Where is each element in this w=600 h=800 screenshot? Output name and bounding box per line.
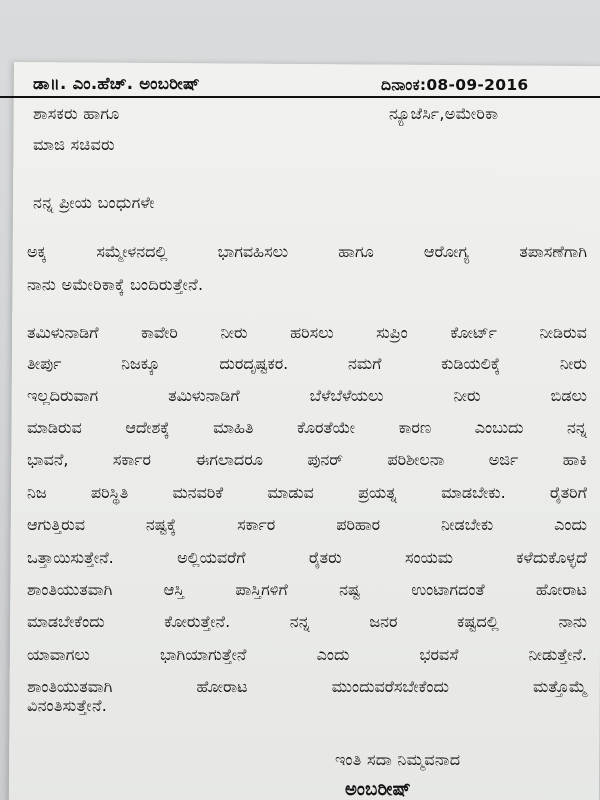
word: ಆರೋಗ್ಯ — [423, 242, 470, 261]
word: ತಪಾಸಣೆಗಾಗಿ — [519, 242, 587, 261]
word: ನನ್ನ — [567, 418, 587, 437]
word: ನನ್ನ — [289, 612, 310, 631]
word: ತೀರ್ಪು — [27, 354, 62, 373]
word: ಆಸ್ತಿ — [163, 580, 185, 599]
word: ಮನವರಿಕೆ — [172, 483, 224, 502]
word: ಹಾಗೂ — [338, 242, 374, 261]
word: ನೀರು — [220, 323, 248, 342]
signature: ಅಂಬರೀಷ್ — [345, 779, 411, 800]
word: ಹರಿಸಲು — [290, 323, 334, 342]
word: ಕೊರತೆಯೇ — [297, 418, 356, 437]
word: ಸಮ್ಮೇಳನದಲ್ಲಿ — [96, 242, 168, 261]
paragraph2-line — [27, 677, 587, 697]
word: ಪುನರ್ — [307, 450, 343, 469]
word: ನಿಜಕ್ಕೂ — [121, 354, 160, 373]
word: ತಮಿಳುನಾಡಿಗೆ — [168, 386, 240, 405]
word: ಹೋರಾಟ — [535, 580, 587, 599]
word: ಇಲ್ಲದಿರುವಾಗ — [27, 386, 99, 405]
closing: ಇಂತಿ ಸದಾ ನಿಮ್ಮವನಾದ — [335, 750, 461, 769]
word: ಕಾರಣ — [398, 418, 432, 437]
word: ಶಾಂತಿಯುತವಾಗಿ — [27, 580, 113, 599]
word: ತಮಿಳುನಾಡಿಗೆ — [27, 323, 99, 342]
word: ಸಂಯಮ — [405, 548, 453, 567]
word: ಅಕ್ಕ — [27, 242, 47, 261]
paragraph2-line — [27, 645, 587, 665]
word: ಪಾಸ್ತಿಗಳಿಗೆ — [235, 580, 288, 599]
word: ಮಾಡಬೇಕೆಂದು — [27, 612, 105, 631]
word: ರೈತರಿಗೆ — [549, 483, 587, 502]
word: ಮತ್ತೊಮ್ಮೆ — [533, 677, 587, 696]
word: ಮಾಡಿರುವ — [27, 418, 82, 437]
paragraph1-last-line: ನಾನು ಅಮೇರಿಕಾಕ್ಕೆ ಬಂದಿರುತ್ತೇನೆ. — [27, 275, 204, 294]
paragraph2-line — [27, 580, 587, 600]
paragraph2-line — [27, 323, 587, 343]
sender-place: ನ್ಯೂಜೆರ್ಸಿ,ಅಮೇರಿಕಾ — [389, 104, 499, 123]
word: ನೀಡಬೇಕು — [441, 515, 494, 534]
word: ಕುಡಿಯಲಿಕ್ಕೆ — [441, 354, 501, 373]
word: ಬೆಳೆಬೆಳೆಯಲು — [309, 386, 384, 405]
sender-name: ಡಾ॥. ಎಂ.ಹೆಚ್. ಅಂಬರೀಷ್ — [33, 74, 200, 93]
word: ಸರ್ಕಾರ — [112, 450, 151, 469]
word: ಎಂಬುದು — [474, 418, 524, 437]
paragraph2-line — [27, 386, 587, 406]
word: ಈಗಲಾದರೂ — [195, 450, 263, 469]
word: ನಿಜ — [27, 483, 47, 502]
word: ಮುಂದುವರೆಸಬೇಕೆಂದು — [331, 677, 449, 696]
word: ಅರ್ಜಿ — [488, 450, 519, 469]
salutation: ನನ್ನ ಪ್ರೀಯ ಬಂಧುಗಳೇ — [33, 193, 155, 212]
paragraph2-line — [27, 354, 587, 374]
word: ಭಾಗವಹಿಸಲು — [217, 242, 289, 261]
header-rule — [0, 96, 600, 98]
word: ಜನರ — [369, 612, 398, 631]
word: ಕಷ್ಟದಲ್ಲಿ — [457, 612, 499, 631]
word: ನೀಡುತ್ತೇನೆ. — [528, 645, 587, 664]
word: ಭಾವನೆ, — [27, 450, 69, 469]
word: ನಾನು — [558, 612, 587, 631]
word: ನಷ್ಟ — [339, 580, 361, 599]
word: ಮಾಡುವ — [267, 483, 314, 502]
word: ಕೋರುತ್ತೇನೆ. — [164, 612, 231, 631]
word: ಸುಪ್ರಿಂ — [376, 323, 408, 342]
word: ಕೋರ್ಟ್ — [450, 323, 497, 342]
word: ಭಾಗಿಯಾಗುತ್ತೇನೆ — [159, 645, 247, 664]
word: ನಷ್ಟಕ್ಕೆ — [145, 515, 177, 534]
sender-title-line1: ಶಾಸಕರು ಹಾಗೂ — [33, 104, 120, 123]
paragraph2-line — [27, 548, 587, 568]
paragraph1-line — [27, 242, 587, 262]
sender-title-line2: ಮಾಜಿ ಸಚಿವರು — [33, 135, 115, 154]
word: ಒತ್ತಾಯಿಸುತ್ತೇನೆ. — [27, 548, 114, 567]
word: ಸರ್ಕಾರ — [237, 515, 276, 534]
word: ಪ್ರಯತ್ನ — [358, 483, 397, 502]
word: ನೀರು — [453, 386, 481, 405]
word: ನೀಡಿರುವ — [539, 323, 587, 342]
paragraph2-line — [27, 612, 587, 632]
word: ಯಾವಾಗಲು — [27, 645, 90, 664]
word: ಮಾಡಬೇಕು. — [441, 483, 506, 502]
word: ಕಳೆದುಕೊಳ್ಳದೆ — [516, 548, 587, 567]
word: ಅಲ್ಲಿಯವರೆಗೆ — [177, 548, 246, 567]
word: ಪರಿಸ್ಥಿತಿ — [90, 483, 129, 502]
word: ರೈತರು — [308, 548, 342, 567]
word: ಆಗುತ್ತಿರುವ — [27, 515, 85, 534]
word: ಎಂದು — [316, 645, 350, 664]
word: ಬಿಡಲು — [550, 386, 587, 405]
word: ಹಾಕಿ — [562, 450, 587, 469]
word: ಕಾವೇರಿ — [141, 323, 178, 342]
paragraph2-line — [27, 515, 587, 535]
paragraph2-line — [27, 450, 587, 470]
word: ಎಂದು — [554, 515, 587, 534]
word: ಆದೇಶಕ್ಕೆ — [125, 418, 170, 437]
word: ಮಾಹಿತಿ — [213, 418, 254, 437]
word: ಪರಿಹಾರ — [336, 515, 381, 534]
paragraph2-line — [27, 418, 587, 438]
word: ಹೋರಾಟ — [196, 677, 248, 696]
paragraph2-line — [27, 483, 587, 503]
word: ಪರಿಶೀಲನಾ — [387, 450, 445, 469]
word: ದುರದೃಷ್ಟಕರ. — [219, 354, 289, 373]
word: ನೀರು — [559, 354, 587, 373]
paragraph2-last-line: ವಿನಂತಿಸುತ್ತೇನೆ. — [27, 696, 108, 715]
letter-date: ದಿನಾಂಕ:08-09-2016 — [381, 76, 529, 94]
word: ಉಂಟಾಗದಂತೆ — [411, 580, 485, 599]
word: ಭರವಸೆ — [419, 645, 459, 664]
word: ಶಾಂತಿಯುತವಾಗಿ — [27, 677, 113, 696]
word: ನಮಗೆ — [347, 354, 382, 373]
